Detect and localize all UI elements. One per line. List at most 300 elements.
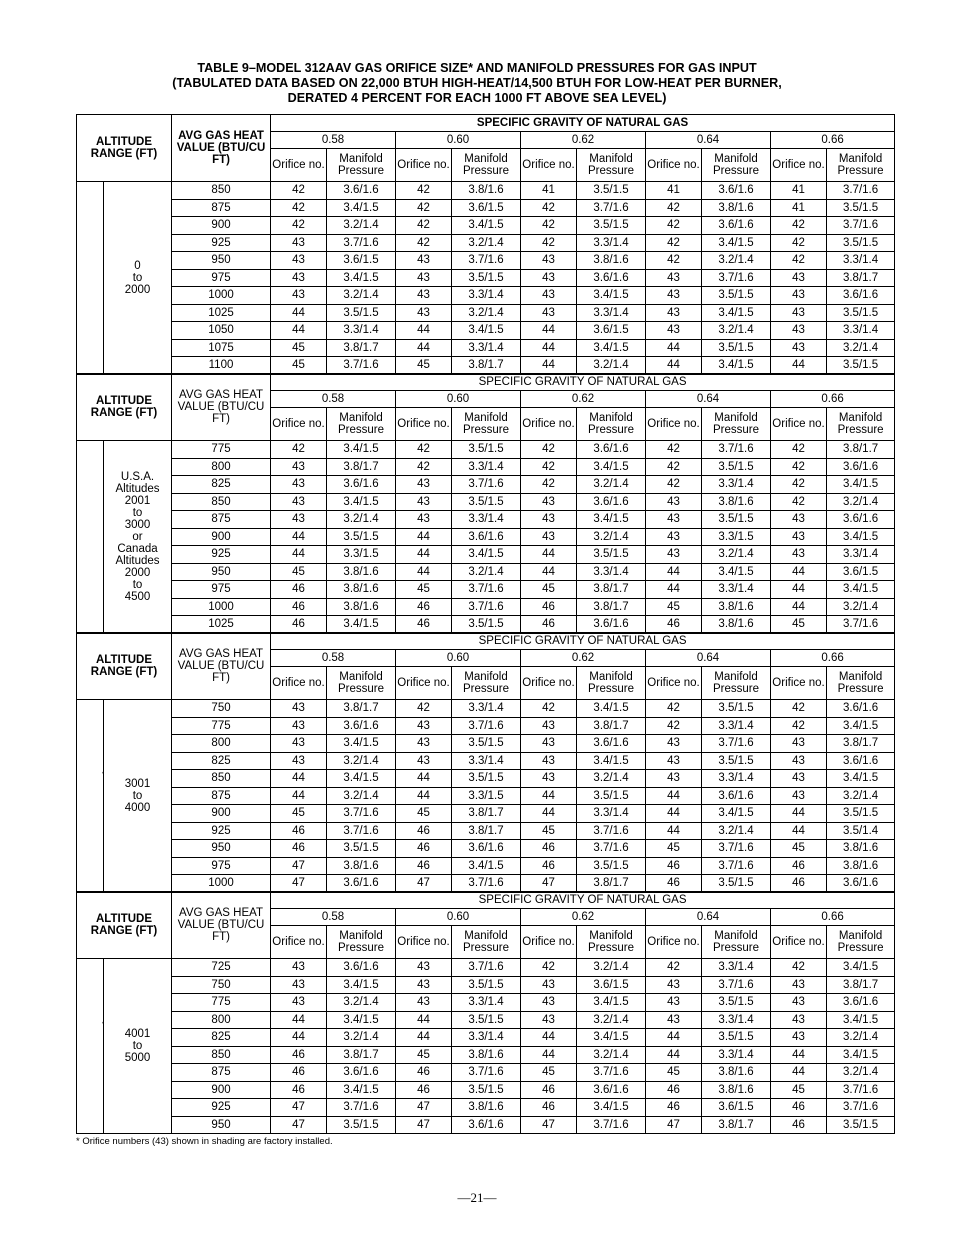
manifold-cell: 3.7/1.6	[452, 1064, 521, 1082]
orifice-cell: 43	[271, 717, 327, 735]
orifice-cell: 43	[396, 304, 452, 322]
orifice-cell: 44	[521, 787, 577, 805]
table-row	[77, 1116, 895, 1134]
orifice-cell: 42	[521, 458, 577, 476]
orifice-header: Orifice no.	[271, 667, 327, 700]
manifold-cell: 3.5/1.5	[702, 339, 771, 357]
manifold-cell: 3.7/1.6	[452, 717, 521, 735]
manifold-header: Manifold Pressure	[577, 408, 646, 441]
altitude-line: 2000	[124, 283, 151, 296]
orifice-cell: 42	[271, 182, 327, 200]
manifold-cell: 3.3/1.4	[702, 476, 771, 494]
altitude-line: to	[132, 271, 143, 284]
manifold-cell: 3.7/1.6	[827, 217, 895, 235]
manifold-cell: 3.2/1.4	[577, 476, 646, 494]
orifice-cell: 46	[521, 616, 577, 634]
orifice-cell: 44	[646, 339, 702, 357]
orifice-cell: 43	[521, 717, 577, 735]
manifold-header: Manifold Pressure	[452, 926, 521, 959]
orifice-cell: 44	[396, 528, 452, 546]
manifold-header: Manifold Pressure	[327, 926, 396, 959]
gravity-header: 0.60	[396, 391, 521, 408]
orifice-cell: 43	[646, 493, 702, 511]
manifold-cell: 3.2/1.4	[827, 493, 895, 511]
orifice-cell: 42	[646, 959, 702, 977]
manifold-cell: 3.5/1.5	[827, 1116, 895, 1134]
manifold-cell: 3.7/1.6	[577, 1116, 646, 1134]
orifice-header: Orifice no.	[646, 667, 702, 700]
manifold-cell: 3.2/1.4	[577, 1046, 646, 1064]
manifold-cell: 3.4/1.5	[827, 1046, 895, 1064]
gravity-header: 0.64	[646, 132, 771, 149]
heat-value-cell: 900	[172, 1081, 271, 1099]
orifice-cell: 43	[521, 976, 577, 994]
table-row	[77, 1011, 895, 1029]
manifold-cell: 3.4/1.5	[702, 357, 771, 375]
orifice-cell: 42	[396, 182, 452, 200]
orifice-cell: 43	[646, 269, 702, 287]
manifold-cell: 3.6/1.5	[702, 1099, 771, 1117]
manifold-cell: 3.6/1.6	[577, 735, 646, 753]
orifice-cell: 43	[771, 1011, 827, 1029]
manifold-cell: 3.6/1.6	[327, 875, 396, 893]
manifold-cell: 3.8/1.7	[452, 805, 521, 823]
avg-gas-header: AVG GAS HEAT VALUE (BTU/CU FT)	[172, 892, 271, 959]
manifold-cell: 3.7/1.6	[827, 1081, 895, 1099]
orifice-cell: 43	[771, 1029, 827, 1047]
orifice-cell: 44	[771, 598, 827, 616]
orifice-cell: 47	[396, 875, 452, 893]
manifold-cell: 3.8/1.7	[577, 598, 646, 616]
orifice-cell: 42	[646, 700, 702, 718]
altitude-line: 2001	[124, 494, 151, 507]
manifold-cell: 3.3/1.4	[452, 458, 521, 476]
heat-value-cell: 1000	[172, 287, 271, 305]
orifice-cell: 43	[396, 959, 452, 977]
table-row	[77, 735, 895, 753]
manifold-cell: 3.2/1.4	[327, 217, 396, 235]
table-row	[77, 563, 895, 581]
manifold-cell: 3.4/1.5	[452, 857, 521, 875]
manifold-cell: 3.7/1.6	[702, 441, 771, 459]
orifice-cell: 45	[521, 1064, 577, 1082]
table-row	[77, 546, 895, 564]
manifold-cell: 3.2/1.4	[327, 1029, 396, 1047]
manifold-cell: 3.4/1.5	[702, 304, 771, 322]
altitude-line: U.S.A.	[120, 470, 155, 483]
orifice-cell: 43	[521, 304, 577, 322]
manifold-cell: 3.4/1.5	[327, 1011, 396, 1029]
manifold-cell: 3.5/1.5	[702, 1029, 771, 1047]
manifold-cell: 3.3/1.4	[452, 994, 521, 1012]
manifold-cell: 3.8/1.6	[327, 581, 396, 599]
manifold-cell: 3.5/1.5	[452, 735, 521, 753]
manifold-cell: 3.8/1.7	[577, 717, 646, 735]
manifold-cell: 3.4/1.5	[327, 770, 396, 788]
manifold-cell: 3.6/1.6	[827, 458, 895, 476]
orifice-cell: 43	[521, 770, 577, 788]
manifold-cell: 3.6/1.6	[577, 616, 646, 634]
orifice-cell: 42	[646, 252, 702, 270]
orifice-cell: 42	[396, 441, 452, 459]
orifice-cell: 43	[521, 1011, 577, 1029]
manifold-cell: 3.4/1.5	[327, 441, 396, 459]
heat-value-cell: 950	[172, 563, 271, 581]
manifold-cell: 3.6/1.6	[327, 182, 396, 200]
orifice-cell: 44	[396, 563, 452, 581]
manifold-header: Manifold Pressure	[577, 667, 646, 700]
table-row	[77, 476, 895, 494]
heat-value-cell: 900	[172, 805, 271, 823]
gravity-header: 0.62	[521, 391, 646, 408]
manifold-cell: 3.8/1.7	[327, 458, 396, 476]
manifold-header: Manifold Pressure	[702, 149, 771, 182]
orifice-cell: 43	[771, 269, 827, 287]
manifold-header: Manifold Pressure	[452, 408, 521, 441]
manifold-cell: 3.3/1.5	[452, 787, 521, 805]
manifold-cell: 3.6/1.6	[702, 217, 771, 235]
manifold-cell: 3.7/1.6	[702, 840, 771, 858]
manifold-cell: 3.4/1.5	[577, 700, 646, 718]
orifice-cell: 43	[271, 752, 327, 770]
heat-value-cell: 800	[172, 735, 271, 753]
orifice-cell: 46	[396, 616, 452, 634]
manifold-cell: 3.6/1.6	[452, 1116, 521, 1134]
manifold-cell: 3.3/1.5	[702, 528, 771, 546]
orifice-cell: 42	[646, 458, 702, 476]
manifold-cell: 3.6/1.6	[827, 875, 895, 893]
region-label-cell	[77, 441, 104, 634]
orifice-header: Orifice no.	[771, 408, 827, 441]
heat-value-cell: 900	[172, 528, 271, 546]
orifice-cell: 43	[271, 493, 327, 511]
manifold-cell: 3.7/1.6	[327, 357, 396, 375]
orifice-cell: 46	[646, 1081, 702, 1099]
manifold-cell: 3.2/1.4	[702, 252, 771, 270]
table-row	[77, 787, 895, 805]
manifold-cell: 3.5/1.5	[827, 199, 895, 217]
orifice-cell: 42	[396, 217, 452, 235]
manifold-cell: 3.6/1.5	[827, 563, 895, 581]
orifice-cell: 46	[396, 598, 452, 616]
manifold-cell: 3.5/1.5	[452, 1011, 521, 1029]
manifold-cell: 3.4/1.5	[452, 546, 521, 564]
title-line-1: TABLE 9–MODEL 312AAV GAS ORIFICE SIZE* AND MANIFOLD PRESSURES FOR GAS INPUT	[197, 61, 757, 75]
orifice-cell: 43	[771, 339, 827, 357]
orifice-cell: 44	[521, 357, 577, 375]
manifold-cell: 3.2/1.4	[577, 770, 646, 788]
manifold-cell: 3.4/1.5	[577, 752, 646, 770]
manifold-cell: 3.3/1.5	[327, 546, 396, 564]
specific-gravity-header: SPECIFIC GRAVITY OF NATURAL GAS	[271, 633, 895, 650]
heat-value-cell: 925	[172, 1099, 271, 1117]
orifice-cell: 42	[521, 959, 577, 977]
orifice-cell: 47	[271, 1116, 327, 1134]
orifice-cell: 44	[646, 581, 702, 599]
orifice-cell: 43	[396, 752, 452, 770]
orifice-cell: 45	[396, 805, 452, 823]
table-row	[77, 994, 895, 1012]
table-row	[77, 1099, 895, 1117]
orifice-cell: 43	[271, 458, 327, 476]
title-line-3: DERATED 4 PERCENT FOR EACH 1000 FT ABOVE SEA LEVEL)	[287, 91, 667, 105]
orifice-cell: 43	[521, 752, 577, 770]
manifold-cell: 3.7/1.6	[702, 976, 771, 994]
altitude-cell	[104, 959, 172, 1134]
orifice-cell: 44	[396, 770, 452, 788]
manifold-cell: 3.6/1.5	[577, 976, 646, 994]
manifold-cell: 3.4/1.5	[327, 493, 396, 511]
manifold-cell: 3.2/1.4	[577, 959, 646, 977]
orifice-cell: 46	[521, 598, 577, 616]
manifold-cell: 3.5/1.5	[827, 304, 895, 322]
orifice-cell: 42	[771, 717, 827, 735]
orifice-cell: 43	[271, 700, 327, 718]
orifice-cell: 46	[521, 857, 577, 875]
heat-value-cell: 775	[172, 441, 271, 459]
manifold-cell: 3.4/1.5	[702, 234, 771, 252]
manifold-cell: 3.4/1.5	[577, 458, 646, 476]
orifice-cell: 42	[771, 217, 827, 235]
heat-value-cell: 775	[172, 717, 271, 735]
orifice-cell: 43	[521, 511, 577, 529]
gravity-header: 0.58	[271, 909, 396, 926]
orifice-cell: 46	[771, 1116, 827, 1134]
orifice-cell: 43	[271, 287, 327, 305]
manifold-cell: 3.5/1.5	[577, 546, 646, 564]
orifice-cell: 44	[771, 1064, 827, 1082]
manifold-cell: 3.2/1.4	[827, 1064, 895, 1082]
heat-value-cell: 800	[172, 1011, 271, 1029]
manifold-cell: 3.8/1.6	[327, 563, 396, 581]
orifice-cell: 43	[646, 287, 702, 305]
orifice-cell: 43	[646, 994, 702, 1012]
manifold-cell: 3.5/1.5	[827, 805, 895, 823]
manifold-cell: 3.4/1.5	[827, 528, 895, 546]
manifold-cell: 3.3/1.4	[702, 770, 771, 788]
manifold-cell: 3.8/1.7	[452, 822, 521, 840]
manifold-cell: 3.5/1.5	[702, 458, 771, 476]
orifice-cell: 44	[396, 339, 452, 357]
orifice-cell: 42	[646, 234, 702, 252]
orifice-cell: 42	[771, 700, 827, 718]
gravity-header: 0.64	[646, 909, 771, 926]
manifold-cell: 3.7/1.6	[577, 840, 646, 858]
orifice-cell: 44	[646, 1029, 702, 1047]
manifold-cell: 3.7/1.6	[327, 822, 396, 840]
heat-value-cell: 1025	[172, 616, 271, 634]
manifold-cell: 3.2/1.4	[327, 787, 396, 805]
table-row	[77, 287, 895, 305]
manifold-cell: 3.5/1.5	[327, 528, 396, 546]
manifold-cell: 3.6/1.6	[827, 994, 895, 1012]
orifice-cell: 44	[271, 304, 327, 322]
orifice-header: Orifice no.	[396, 149, 452, 182]
orifice-cell: 44	[646, 822, 702, 840]
orifice-cell: 43	[396, 976, 452, 994]
manifold-cell: 3.5/1.5	[577, 857, 646, 875]
title-line-2: (TABULATED DATA BASED ON 22,000 BTUH HIGH-HEAT/14,500 BTUH FOR LOW-HEAT PER BURNER,	[172, 76, 782, 90]
manifold-cell: 3.6/1.5	[577, 322, 646, 340]
heat-value-cell: 875	[172, 511, 271, 529]
heat-value-cell: 1075	[172, 339, 271, 357]
table-row	[77, 616, 895, 634]
manifold-cell: 3.8/1.6	[327, 857, 396, 875]
manifold-cell: 3.8/1.7	[827, 441, 895, 459]
manifold-cell: 3.7/1.6	[577, 822, 646, 840]
table-row	[77, 199, 895, 217]
table-row	[77, 857, 895, 875]
table-row	[77, 304, 895, 322]
altitude-line: 4000	[124, 801, 151, 814]
orifice-cell: 47	[271, 875, 327, 893]
orifice-cell: 43	[646, 304, 702, 322]
orifice-cell: 44	[771, 357, 827, 375]
table-row	[77, 976, 895, 994]
orifice-cell: 46	[396, 822, 452, 840]
altitude-line: to	[132, 1040, 143, 1052]
heat-value-cell: 1050	[172, 322, 271, 340]
manifold-cell: 3.8/1.6	[452, 1099, 521, 1117]
manifold-cell: 3.6/1.5	[327, 252, 396, 270]
orifice-cell: 46	[396, 857, 452, 875]
heat-value-cell: 800	[172, 458, 271, 476]
orifice-cell: 45	[646, 840, 702, 858]
manifold-cell: 3.5/1.5	[702, 700, 771, 718]
orifice-header: Orifice no.	[396, 408, 452, 441]
orifice-cell: 45	[396, 581, 452, 599]
orifice-cell: 44	[521, 1046, 577, 1064]
orifice-cell: 42	[271, 199, 327, 217]
table-row	[77, 598, 895, 616]
table-row	[77, 805, 895, 823]
orifice-cell: 46	[771, 875, 827, 893]
table-row	[77, 182, 895, 200]
orifice-cell: 43	[271, 976, 327, 994]
orifice-cell: 42	[646, 476, 702, 494]
altitude-line: 4500	[124, 590, 151, 603]
manifold-cell: 3.8/1.6	[702, 1081, 771, 1099]
orifice-cell: 47	[646, 1116, 702, 1134]
orifice-cell: 45	[271, 805, 327, 823]
gas-table-section	[76, 114, 895, 375]
manifold-cell: 3.7/1.6	[327, 805, 396, 823]
manifold-cell: 3.5/1.5	[577, 787, 646, 805]
altitude-line: 2000	[124, 566, 151, 579]
table-row	[77, 322, 895, 340]
manifold-cell: 3.3/1.4	[452, 511, 521, 529]
heat-value-cell: 975	[172, 857, 271, 875]
manifold-cell: 3.5/1.5	[452, 770, 521, 788]
orifice-cell: 45	[646, 1064, 702, 1082]
orifice-cell: 43	[646, 528, 702, 546]
gravity-header: 0.62	[521, 909, 646, 926]
altitude-line: 3001	[124, 777, 151, 790]
altitude-line: 3000	[124, 518, 151, 531]
manifold-cell: 3.7/1.6	[827, 1099, 895, 1117]
heat-value-cell: 925	[172, 546, 271, 564]
manifold-cell: 3.4/1.5	[577, 511, 646, 529]
altitude-line: to	[132, 789, 143, 802]
orifice-cell: 44	[271, 1029, 327, 1047]
manifold-cell: 3.6/1.6	[827, 752, 895, 770]
manifold-cell: 3.4/1.5	[827, 581, 895, 599]
orifice-cell: 42	[396, 458, 452, 476]
manifold-header: Manifold Pressure	[577, 149, 646, 182]
table-row	[77, 752, 895, 770]
orifice-cell: 46	[271, 840, 327, 858]
heat-value-cell: 975	[172, 269, 271, 287]
manifold-cell: 3.5/1.5	[827, 357, 895, 375]
manifold-cell: 3.2/1.4	[452, 304, 521, 322]
altitude-range-header: ALTITUDE RANGE (FT)	[77, 892, 172, 959]
orifice-cell: 46	[771, 1099, 827, 1117]
heat-value-cell: 875	[172, 787, 271, 805]
manifold-cell: 3.4/1.5	[327, 199, 396, 217]
orifice-cell: 46	[271, 1046, 327, 1064]
manifold-cell: 3.5/1.5	[702, 994, 771, 1012]
heat-value-cell: 875	[172, 1064, 271, 1082]
manifold-cell: 3.7/1.6	[702, 735, 771, 753]
orifice-cell: 43	[396, 476, 452, 494]
manifold-cell: 3.6/1.6	[577, 1081, 646, 1099]
manifold-cell: 3.7/1.6	[827, 182, 895, 200]
orifice-cell: 46	[396, 1064, 452, 1082]
gravity-header: 0.58	[271, 650, 396, 667]
orifice-cell: 43	[396, 511, 452, 529]
table-row	[77, 1081, 895, 1099]
gas-table-section	[76, 373, 895, 634]
manifold-cell: 3.8/1.6	[702, 199, 771, 217]
orifice-cell: 43	[646, 770, 702, 788]
orifice-cell: 43	[771, 511, 827, 529]
orifice-cell: 45	[271, 339, 327, 357]
orifice-header: Orifice no.	[396, 926, 452, 959]
orifice-cell: 44	[396, 1029, 452, 1047]
orifice-header: Orifice no.	[521, 408, 577, 441]
orifice-cell: 42	[646, 441, 702, 459]
orifice-cell: 41	[521, 182, 577, 200]
manifold-cell: 3.3/1.4	[827, 546, 895, 564]
manifold-cell: 3.3/1.4	[452, 339, 521, 357]
manifold-cell: 3.6/1.6	[452, 840, 521, 858]
manifold-cell: 3.5/1.5	[577, 182, 646, 200]
orifice-cell: 45	[771, 1081, 827, 1099]
heat-value-cell: 850	[172, 770, 271, 788]
orifice-cell: 43	[646, 752, 702, 770]
orifice-cell: 44	[646, 357, 702, 375]
orifice-cell: 43	[521, 493, 577, 511]
orifice-cell: 43	[271, 735, 327, 753]
orifice-cell: 43	[771, 528, 827, 546]
gravity-header: 0.62	[521, 132, 646, 149]
orifice-cell: 43	[396, 493, 452, 511]
orifice-cell: 44	[771, 581, 827, 599]
orifice-header: Orifice no.	[271, 408, 327, 441]
manifold-cell: 3.5/1.5	[452, 493, 521, 511]
manifold-cell: 3.6/1.6	[702, 787, 771, 805]
orifice-cell: 43	[646, 546, 702, 564]
table-row	[77, 511, 895, 529]
orifice-cell: 44	[271, 787, 327, 805]
gravity-header: 0.66	[771, 132, 895, 149]
altitude-cell	[104, 182, 172, 375]
orifice-cell: 44	[771, 805, 827, 823]
manifold-cell: 3.3/1.4	[452, 1029, 521, 1047]
orifice-cell: 43	[771, 976, 827, 994]
manifold-cell: 3.2/1.4	[827, 787, 895, 805]
orifice-cell: 44	[521, 563, 577, 581]
